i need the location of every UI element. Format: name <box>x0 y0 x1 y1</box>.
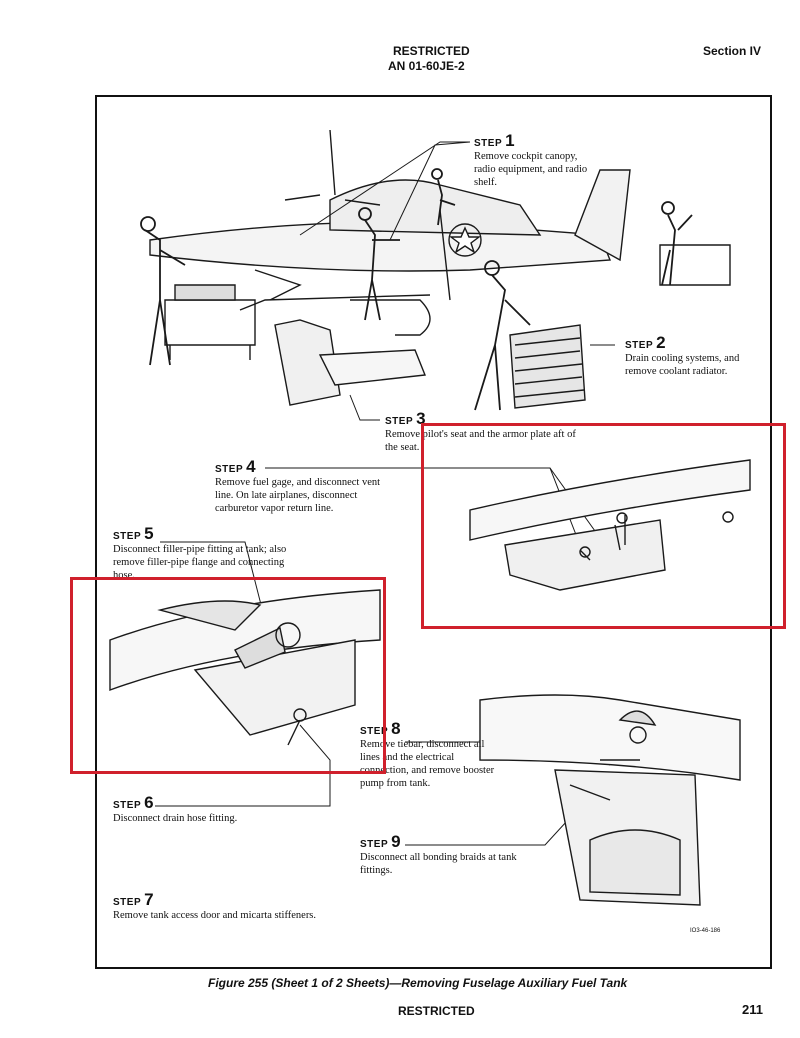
step-number: 9 <box>391 832 401 851</box>
page-number: 211 <box>742 1002 763 1017</box>
step-text: Remove tiebar, disconnect all lines and the electrical connection, and remove booster pump from tank. <box>360 739 495 789</box>
step-number: 7 <box>144 890 154 909</box>
step-text: Remove tank access door and micarta stiffeners. <box>113 910 317 921</box>
step-number: 2 <box>656 333 666 352</box>
step-label: STEP <box>113 897 142 908</box>
step-number: 6 <box>144 793 154 812</box>
step-number: 8 <box>391 719 401 738</box>
highlight-box-step5 <box>70 577 389 774</box>
step-2 <box>625 333 765 378</box>
step-6 <box>113 793 283 825</box>
step-number: 3 <box>416 409 426 428</box>
step-label: STEP <box>360 839 389 850</box>
step-text: Drain cooling systems, and remove coolant radiator. <box>625 353 740 377</box>
step-number: 5 <box>144 524 154 543</box>
step-text: Remove pilot's seat and the armor plate aft of the seat. <box>385 429 576 453</box>
header-doc-id: AN 01-60JE-2 <box>388 59 465 73</box>
step-label: STEP <box>385 416 414 427</box>
step-text: Disconnect all bonding braids at tank fittings. <box>360 852 517 876</box>
figure-code: IO3-46-186 <box>690 928 721 934</box>
header-restricted: RESTRICTED <box>393 44 470 58</box>
step-4 <box>215 457 385 515</box>
step-text: Disconnect drain hose fitting. <box>113 813 238 824</box>
highlight-box-step4 <box>421 423 786 629</box>
header-section: Section IV <box>703 44 762 58</box>
footer-restricted: RESTRICTED <box>398 1004 475 1018</box>
step-label: STEP <box>113 800 142 811</box>
step-number: 4 <box>246 457 256 476</box>
step-text: Remove fuel gage, and disconnect vent line. On late airplanes, disconnect carburetor vapor return line. <box>215 477 381 514</box>
step-text: Remove cockpit canopy, radio equipment, and radio shelf. <box>474 151 588 188</box>
step-7 <box>113 890 373 922</box>
step-5 <box>113 524 303 582</box>
step-number: 1 <box>505 131 515 150</box>
step-label: STEP <box>625 340 654 351</box>
step-text: Disconnect filler-pipe fitting at tank; also remove filler-pipe flange and connecting hose. <box>113 544 287 581</box>
step-9 <box>360 832 520 877</box>
step-label: STEP <box>113 531 142 542</box>
step-label: STEP <box>215 464 244 475</box>
step-label: STEP <box>474 138 503 149</box>
step-label: STEP <box>360 726 389 737</box>
figure-caption: Figure 255 (Sheet 1 of 2 Sheets)—Removing Fuselage Auxiliary Fuel Tank <box>208 976 628 990</box>
step-1 <box>474 131 594 189</box>
